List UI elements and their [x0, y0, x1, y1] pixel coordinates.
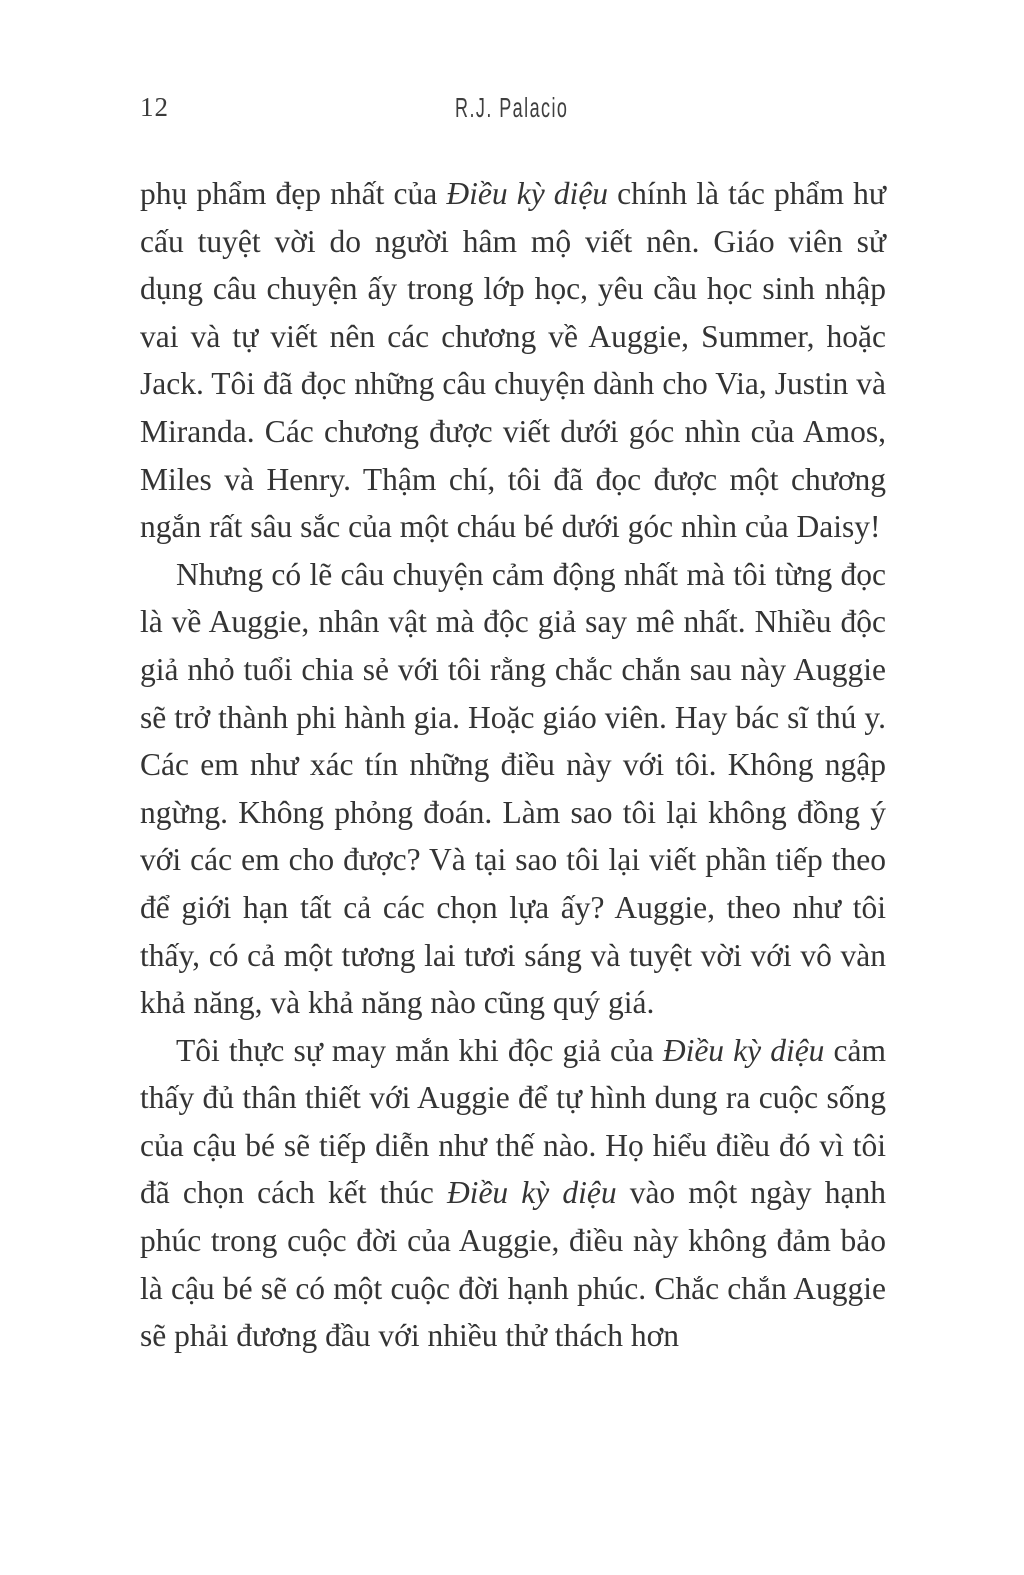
running-title-text: R.J. Palacio — [455, 92, 569, 124]
paragraph — [140, 1027, 886, 1360]
paragraph-text: Tôi thực sự may mắn khi độc giả của — [176, 1032, 663, 1068]
paragraph-text: phụ phẩm đẹp nhất của — [140, 176, 447, 211]
book-title-italic: Điều kỳ diệu — [446, 176, 609, 211]
book-title-italic: Điều kỳ diệu — [662, 1032, 825, 1068]
text-block — [140, 170, 886, 1360]
paragraph — [140, 551, 886, 1027]
paragraph-text: vào một ngày hạnh phúc trong cuộc đời của Auggie, điều này không đảm bảo là cậu bé sẽ có một cuộc đời hạnh phúc. Chắc chắn Auggie sẽ phải đương đầu với nhiều thử thách hơn — [140, 1175, 886, 1354]
page-number: 12 — [140, 92, 169, 122]
page-header — [140, 92, 884, 126]
paragraph-text: cảm thấy đủ thân thiết với Auggie để tự hình dung ra cuộc sống của cậu bé sẽ tiếp diễn như thế nào. Họ hiểu điều đó vì tôi đã chọn cách kết thúc — [140, 1032, 886, 1211]
paragraph — [140, 170, 886, 551]
book-title-italic: Điều kỳ diệu — [446, 1175, 617, 1211]
paragraph-text: chính là tác phẩm hư cấu tuyệt vời do người hâm mộ viết nên. Giáo viên sử dụng câu chuyện ấy trong lớp học, yêu cầu học sinh nhập vai và tự viết nên các chương về Auggie, Summer, hoặc Jack. Tôi đã đọc những câu chuyện dành cho Via, Justin và Miranda. Các chương được viết dưới góc nhìn của Amos, Miles và Henry. Thậm chí, tôi đã đọc được một chương ngắn rất sâu sắc của một cháu bé dưới góc nhìn của Daisy! — [140, 176, 886, 545]
running-title — [140, 94, 884, 123]
paragraph-text: Nhưng có lẽ câu chuyện cảm động nhất mà tôi từng đọc là về Auggie, nhân vật mà độc giả say mê nhất. Nhiều độc giả nhỏ tuổi chia sẻ với tôi rằng chắc chắn sau này Auggie sẽ trở thành phi hành gia. Hoặc giáo viên. Hay bác sĩ thú y. Các em như xác tín những điều này với tôi. Không ngập ngừng. Không phỏng đoán. Làm sao tôi lại không đồng ý với các em cho được? Và tại sao tôi lại viết phần tiếp theo để giới hạn tất cả các chọn lựa ấy? Auggie, theo như tôi thấy, có cả một tương lai tươi sáng và tuyệt vời với vô vàn khả năng, và khả năng nào cũng quý giá. — [140, 556, 886, 1021]
